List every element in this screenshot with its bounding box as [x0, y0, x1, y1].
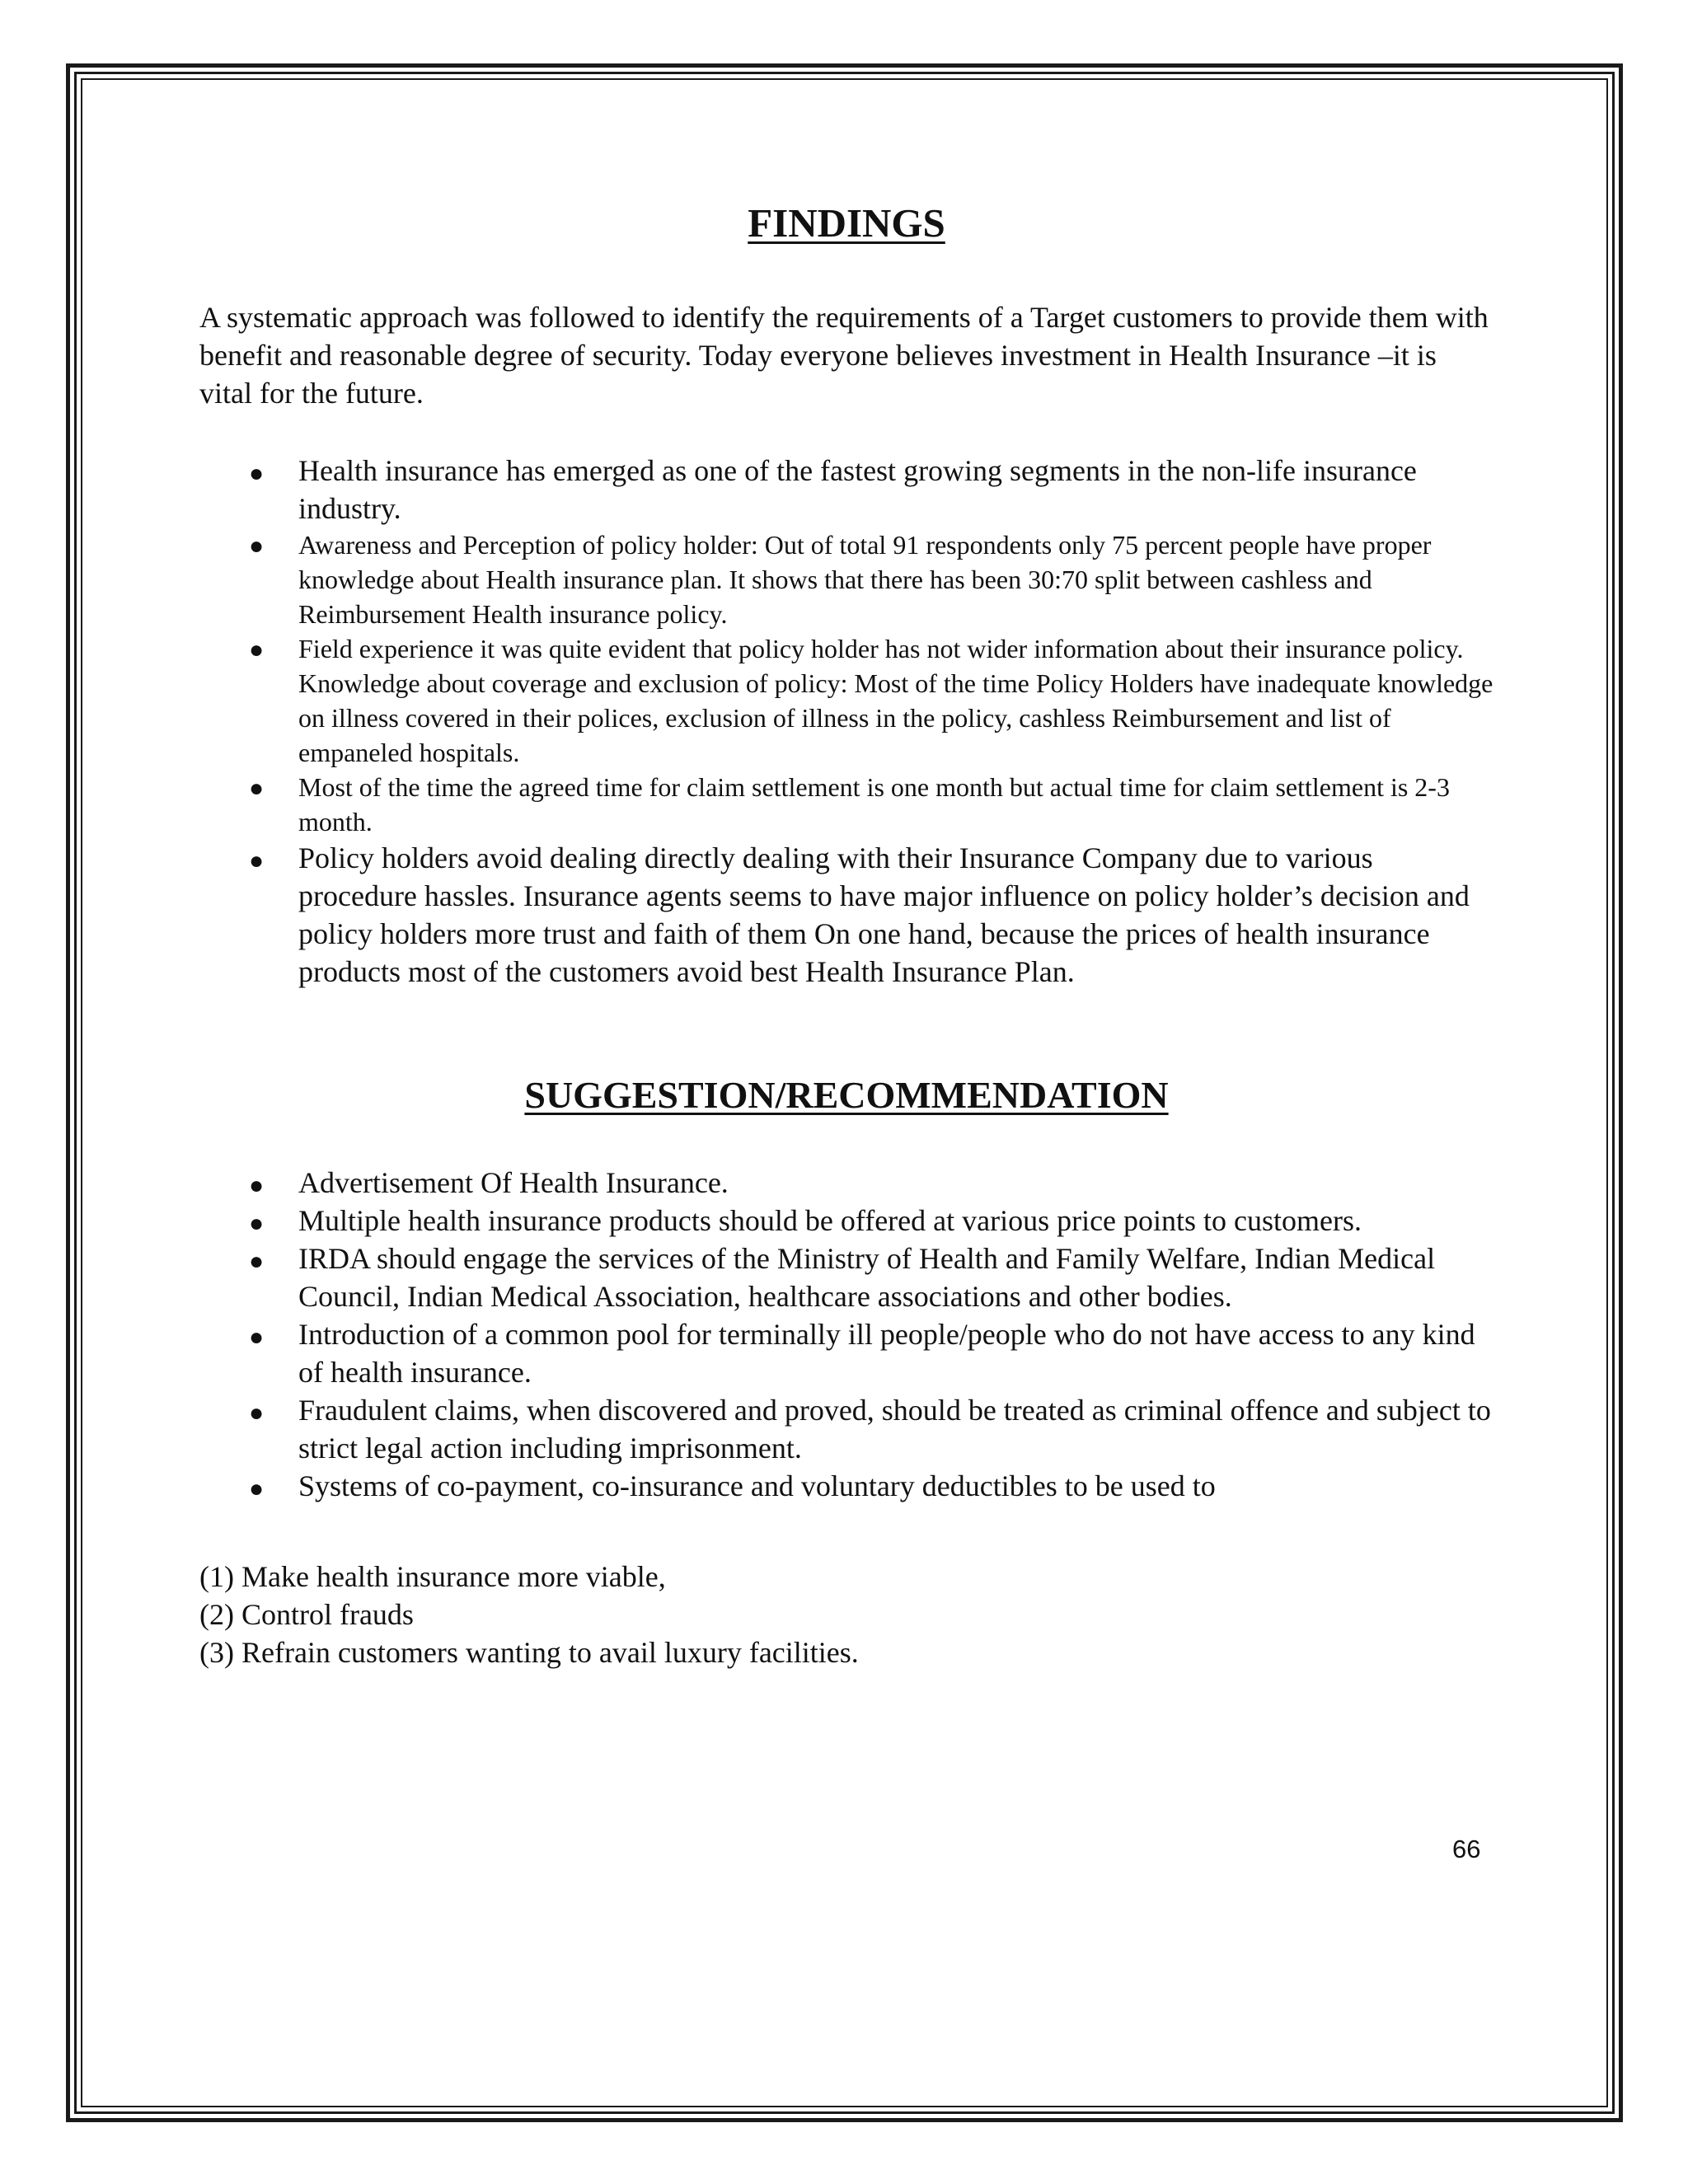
numbered-item: (2) Control frauds: [199, 1598, 414, 1631]
suggestion-heading: SUGGESTION/RECOMMENDATION: [524, 1074, 1169, 1116]
suggestion-bullet-text: Systems of co-payment, co-insurance and voluntary deductibles to be used to: [298, 1469, 1216, 1502]
suggestion-bullet-text: IRDA should engage the services of the Ministry of Health and Family Welfare, Indian Medical Council, Indian Medical Association, healthcare associations and other bodies.: [298, 1242, 1436, 1313]
findings-bullet-text: Health insurance has emerged as one of the fastest growing segments in the non-life insurance industry.: [298, 454, 1417, 525]
findings-bullet-text: Most of the time the agreed time for claim settlement is one month but actual time for claim settlement is 2-3 month.: [298, 772, 1450, 837]
findings-bullet: [199, 527, 1493, 631]
bullet-icon: ●: [249, 1248, 265, 1275]
bullet-icon: ●: [249, 1172, 265, 1199]
bullet-icon: ●: [249, 1324, 265, 1351]
findings-bullet: [199, 631, 1493, 770]
findings-heading: FINDINGS: [748, 200, 945, 246]
findings-intro: A systematic approach was followed to identify the requirements of a Target customers to provide them with benefit and reasonable degree of security. Today everyone believes investment in Health Insurance –it is vital for the future.: [199, 301, 1489, 410]
findings-bullet-text: Field experience it was quite evident that policy holder has not wider information about their insurance policy. Knowledge about coverage and exclusion of policy: Most of the time Policy Holders have inadequate knowledge on illness covered in their polices, exclusion of illness in the policy, cashless Reimbursement and list of empaneled hospitals.: [298, 634, 1493, 767]
suggestion-bullet: [199, 1315, 1493, 1391]
bullet-icon: ●: [249, 1210, 265, 1237]
suggestion-bullet-text: Multiple health insurance products should be offered at various price points to customers.: [298, 1204, 1362, 1237]
suggestion-list: [199, 1164, 1493, 1505]
bullet-icon: ●: [249, 775, 265, 802]
suggestion-bullet: [199, 1240, 1493, 1315]
findings-bullet-text: Policy holders avoid dealing directly dealing with their Insurance Company due to various procedure hassles. Insurance agents seems to have major influence on policy holder’s decision and policy holders more trust and faith of them On one hand, because the prices of health insurance products most of the customers avoid best Health Insurance Plan.: [298, 841, 1470, 988]
numbered-item: (3) Refrain customers wanting to avail luxury facilities.: [199, 1636, 859, 1669]
suggestion-bullet: [199, 1164, 1493, 1202]
bullet-icon: ●: [249, 1399, 265, 1427]
bullet-icon: ●: [249, 1475, 265, 1502]
suggestion-bullet: [199, 1467, 1493, 1505]
suggestion-bullet-text: Fraudulent claims, when discovered and proved, should be treated as criminal offence and subject to strict legal action including imprisonment.: [298, 1394, 1491, 1465]
suggestion-bullet: [199, 1202, 1493, 1240]
findings-bullet: [199, 452, 1493, 527]
suggestion-bullet: [199, 1391, 1493, 1467]
findings-bullet: [199, 839, 1493, 991]
numbered-list: [199, 1558, 1493, 1671]
findings-bullet-text: Awareness and Perception of policy holder: Out of total 91 respondents only 75 percent people have proper knowledge about Health insurance plan. It shows that there has been 30:70 split between cashless and Reimbursement Health insurance policy.: [298, 530, 1432, 629]
bullet-icon: ●: [249, 847, 265, 874]
suggestion-bullet-text: Introduction of a common pool for terminally ill people/people who do not have access to any kind of health insurance.: [298, 1318, 1475, 1389]
bullet-icon: ●: [249, 460, 265, 487]
bullet-icon: ●: [249, 636, 265, 663]
findings-list: [199, 452, 1493, 991]
suggestion-bullet-text: Advertisement Of Health Insurance.: [298, 1166, 729, 1199]
numbered-item: (1) Make health insurance more viable,: [199, 1560, 666, 1593]
findings-bullet: [199, 770, 1493, 839]
bullet-icon: ●: [249, 532, 265, 560]
page-number: 66: [1452, 1835, 1481, 1863]
